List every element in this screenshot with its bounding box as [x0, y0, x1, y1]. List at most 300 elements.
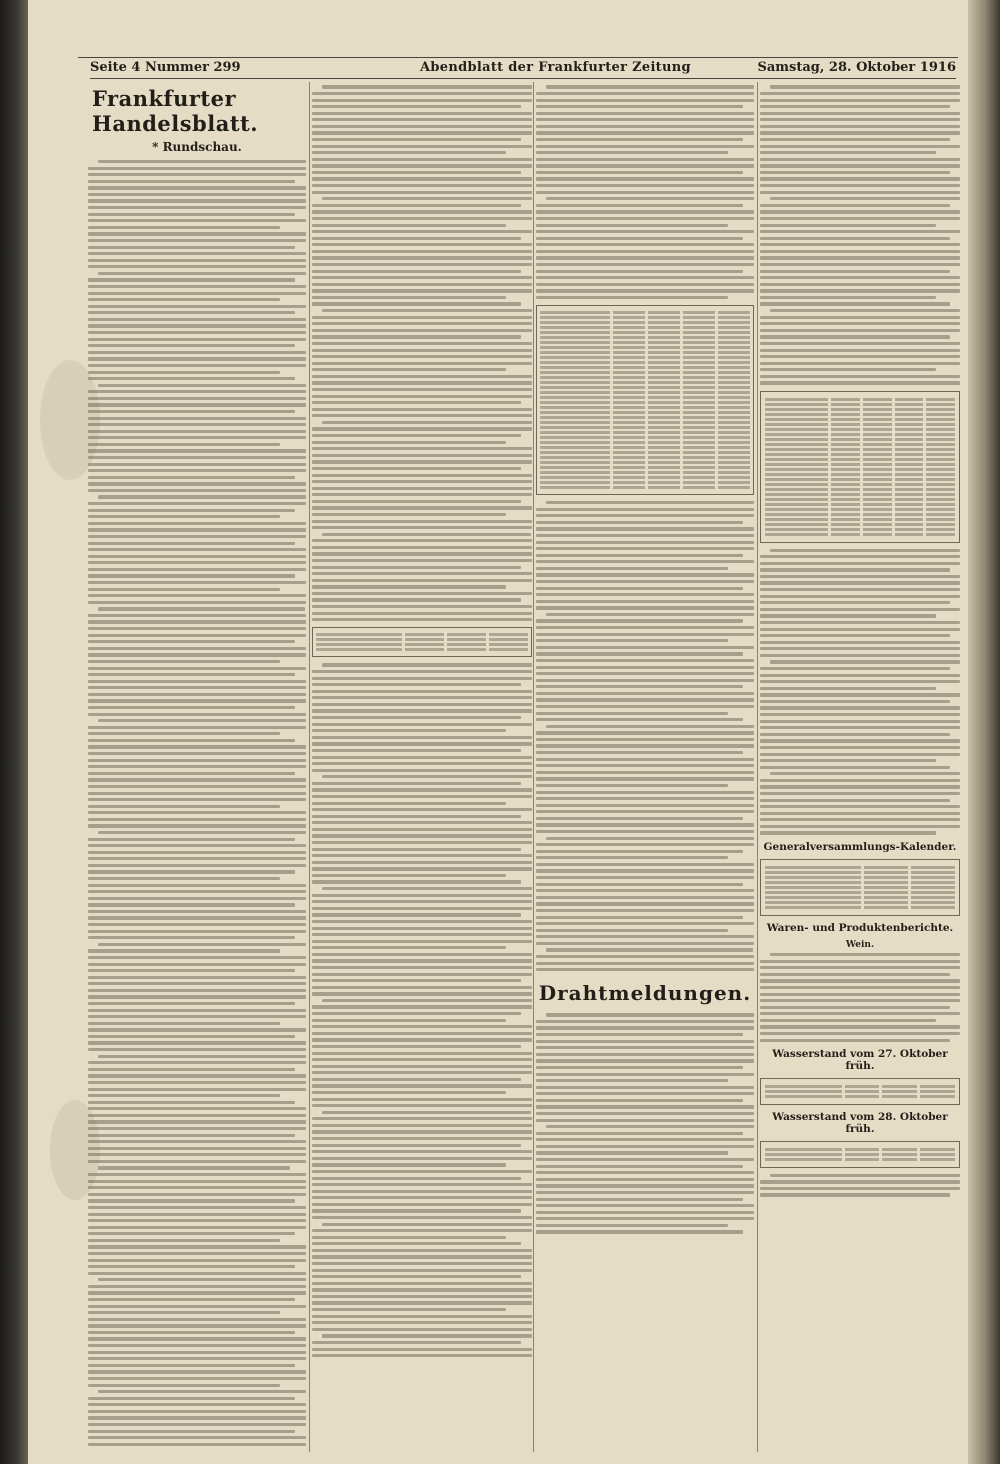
table-cell	[926, 408, 955, 411]
text-line	[88, 1311, 280, 1314]
paper-stain	[50, 1100, 100, 1200]
table-row	[765, 403, 955, 406]
text-line	[312, 716, 521, 719]
text-line	[88, 423, 306, 426]
table-row	[765, 896, 955, 899]
text-line	[760, 381, 960, 384]
table-row	[540, 406, 750, 409]
text-line	[312, 612, 532, 615]
text-line	[760, 250, 960, 253]
table-cell	[718, 441, 750, 444]
text-line	[536, 138, 743, 141]
text-line	[88, 1068, 295, 1071]
text-line	[312, 953, 532, 956]
table-cell	[540, 376, 610, 379]
text-line	[312, 598, 521, 601]
text-line	[88, 1074, 306, 1077]
text-line	[88, 1285, 306, 1288]
table-cell	[540, 486, 610, 489]
text-line	[312, 250, 532, 253]
text-line	[312, 349, 532, 352]
table-row	[765, 886, 955, 889]
text-line	[760, 693, 960, 696]
text-line	[312, 1341, 521, 1344]
text-line	[760, 700, 950, 703]
text-line	[760, 368, 936, 371]
text-line	[88, 193, 306, 196]
text-line	[312, 966, 532, 969]
text-line	[88, 805, 280, 808]
table-cell	[911, 901, 955, 904]
text-line	[312, 177, 532, 180]
text-line	[312, 795, 532, 798]
text-line	[88, 1206, 306, 1209]
table-cell	[718, 461, 750, 464]
table-cell	[911, 891, 955, 894]
table-cell	[863, 498, 892, 501]
table-cell	[926, 453, 955, 456]
table-row	[765, 463, 955, 466]
text-line	[88, 1291, 306, 1294]
table-cell	[613, 371, 645, 374]
text-line	[312, 973, 532, 976]
table-cell	[895, 528, 924, 531]
text-line	[760, 1193, 950, 1196]
text-line	[88, 318, 306, 321]
table-cell	[831, 423, 860, 426]
table-cell	[718, 381, 750, 384]
text-line	[88, 522, 306, 525]
text-line	[760, 92, 960, 95]
text-line	[760, 112, 960, 115]
text-line	[312, 1032, 532, 1035]
table-row	[540, 431, 750, 434]
text-line	[760, 628, 960, 631]
text-line	[536, 1053, 754, 1056]
article-text-block	[536, 85, 754, 299]
text-line	[760, 555, 960, 558]
text-line	[536, 935, 754, 938]
table-cell	[683, 336, 715, 339]
table-cell	[765, 1148, 842, 1151]
table-cell	[765, 398, 828, 401]
table-cell	[613, 431, 645, 434]
text-line	[312, 1098, 532, 1101]
table-grid	[765, 866, 955, 909]
text-line	[760, 733, 950, 736]
text-line	[88, 430, 306, 433]
table-row	[765, 443, 955, 446]
text-line	[536, 554, 743, 557]
text-line	[88, 1140, 306, 1143]
table-cell	[613, 411, 645, 414]
text-line	[88, 186, 306, 189]
text-line	[88, 259, 306, 262]
table-cell	[648, 441, 680, 444]
table-cell	[718, 366, 750, 369]
table-cell	[540, 391, 610, 394]
table-cell	[613, 321, 645, 324]
article-text-block	[312, 663, 532, 1357]
table-cell	[831, 473, 860, 476]
text-line	[88, 949, 280, 952]
table-cell	[718, 406, 750, 409]
text-line	[760, 171, 950, 174]
column-3	[536, 82, 754, 1237]
table-cell	[613, 381, 645, 384]
table-cell	[648, 421, 680, 424]
table-cell	[683, 471, 715, 474]
table-cell	[882, 1153, 917, 1156]
text-line	[536, 791, 754, 794]
text-line	[88, 1041, 306, 1044]
table-cell	[540, 396, 610, 399]
text-line	[88, 989, 306, 992]
text-line	[760, 825, 960, 828]
text-line	[536, 606, 754, 609]
text-line	[312, 296, 506, 299]
text-line	[312, 703, 532, 706]
article-text-block	[760, 85, 960, 384]
table-cell	[831, 498, 860, 501]
table-row	[540, 361, 750, 364]
text-line	[88, 1134, 295, 1137]
text-line	[88, 851, 306, 854]
text-line	[760, 283, 960, 286]
table-cell	[648, 461, 680, 464]
table-cell	[447, 648, 486, 651]
table-cell	[765, 418, 828, 421]
table-cell	[613, 316, 645, 319]
table-cell	[540, 366, 610, 369]
table-row	[765, 478, 955, 481]
table-cell	[718, 401, 750, 404]
table-cell	[845, 1158, 880, 1161]
text-line	[88, 1357, 306, 1360]
table-cell	[765, 906, 861, 909]
text-line	[536, 646, 754, 649]
text-line	[312, 729, 506, 732]
table-cell	[540, 326, 610, 329]
text-line	[312, 474, 532, 477]
table-cell	[911, 881, 955, 884]
text-line	[536, 856, 728, 859]
table-cell	[683, 366, 715, 369]
table-cell	[926, 523, 955, 526]
table-cell	[864, 871, 908, 874]
table-cell	[920, 1090, 955, 1093]
text-line	[312, 256, 532, 259]
table-row	[540, 326, 750, 329]
text-line	[760, 138, 950, 141]
table-cell	[613, 456, 645, 459]
table-cell	[920, 1148, 955, 1151]
text-line	[312, 880, 521, 883]
text-line	[536, 889, 754, 892]
text-line	[760, 158, 960, 161]
text-line	[770, 197, 960, 200]
table-cell	[920, 1095, 955, 1098]
table-cell	[613, 341, 645, 344]
text-line	[770, 953, 960, 956]
column-divider	[533, 82, 534, 1452]
table-cell	[845, 1095, 880, 1098]
table-grid	[540, 311, 750, 489]
text-line	[536, 1217, 754, 1220]
table-row	[765, 891, 955, 894]
table-cell	[540, 361, 610, 364]
table-cell	[926, 433, 955, 436]
table-row	[540, 346, 750, 349]
text-line	[312, 696, 532, 699]
table-cell	[926, 483, 955, 486]
table-cell	[765, 881, 861, 884]
text-line	[536, 243, 754, 246]
text-line	[88, 1147, 306, 1150]
table-cell	[882, 1148, 917, 1151]
text-line	[88, 1410, 306, 1413]
text-line	[760, 720, 960, 723]
text-line	[546, 1125, 754, 1128]
text-line	[536, 1033, 743, 1036]
text-line	[312, 539, 532, 542]
text-line	[88, 1101, 295, 1104]
text-line	[312, 263, 532, 266]
text-line	[312, 946, 506, 949]
text-line	[536, 593, 754, 596]
text-line	[312, 513, 506, 516]
text-line	[760, 641, 960, 644]
text-line	[760, 1180, 960, 1183]
table-cell	[765, 458, 828, 461]
table-cell	[926, 463, 955, 466]
text-line	[312, 368, 506, 371]
article-text-block	[312, 85, 532, 621]
table-cell	[405, 643, 444, 646]
table-cell	[895, 523, 924, 526]
text-line	[536, 508, 754, 511]
table-cell	[540, 411, 610, 414]
text-line	[760, 224, 936, 227]
text-line	[312, 460, 532, 463]
text-line	[312, 742, 532, 745]
text-line	[546, 501, 754, 504]
table-row	[540, 391, 750, 394]
table-cell	[718, 426, 750, 429]
table-cell	[911, 906, 955, 909]
text-line	[546, 837, 754, 840]
text-line	[760, 191, 960, 194]
table-row	[765, 528, 955, 531]
table-cell	[648, 361, 680, 364]
text-line	[312, 927, 532, 930]
table-cell	[831, 528, 860, 531]
table-cell	[648, 326, 680, 329]
text-line	[312, 1288, 532, 1291]
text-line	[312, 821, 532, 824]
text-line	[536, 1151, 728, 1154]
text-line	[88, 1107, 306, 1110]
text-line	[88, 1252, 306, 1255]
text-line	[312, 1229, 532, 1232]
table-cell	[926, 528, 955, 531]
text-line	[88, 1173, 306, 1176]
text-line	[88, 699, 306, 702]
table-cell	[540, 441, 610, 444]
text-line	[88, 213, 295, 216]
text-line	[536, 1198, 743, 1201]
text-line	[536, 131, 754, 134]
table-cell	[540, 346, 610, 349]
text-line	[88, 897, 306, 900]
text-line	[88, 239, 306, 242]
table-cell	[765, 453, 828, 456]
text-line	[88, 285, 306, 288]
text-line	[760, 799, 950, 802]
text-line	[536, 105, 743, 108]
table-cell	[648, 406, 680, 409]
text-line	[88, 311, 295, 314]
table-row	[765, 458, 955, 461]
text-line	[88, 969, 295, 972]
text-line	[312, 500, 521, 503]
text-line	[312, 848, 521, 851]
text-line	[312, 828, 532, 831]
text-line	[536, 1073, 754, 1076]
text-line	[760, 667, 950, 670]
table-row	[316, 648, 528, 651]
paper-stain	[40, 360, 100, 480]
text-line	[312, 808, 532, 811]
text-line	[760, 759, 936, 762]
text-line	[536, 547, 754, 550]
table-cell	[765, 901, 861, 904]
table-row	[765, 906, 955, 909]
table-cell	[765, 468, 828, 471]
table-cell	[926, 418, 955, 421]
text-line	[312, 1078, 521, 1081]
text-line	[88, 963, 306, 966]
table-cell	[831, 458, 860, 461]
text-line	[536, 145, 754, 148]
table-cell	[863, 513, 892, 516]
table-row	[316, 633, 528, 636]
text-line	[312, 1255, 532, 1258]
text-line	[88, 844, 306, 847]
text-line	[88, 995, 306, 998]
table-cell	[683, 426, 715, 429]
text-line	[88, 726, 306, 729]
text-line	[88, 686, 306, 689]
harvest-table	[536, 305, 754, 495]
text-line	[88, 1081, 306, 1084]
table-grid	[765, 1148, 955, 1161]
table-cell	[489, 638, 528, 641]
text-line	[88, 1028, 306, 1031]
table-cell	[648, 346, 680, 349]
text-line	[760, 973, 950, 976]
table-cell	[895, 508, 924, 511]
table-cell	[683, 466, 715, 469]
table-cell	[831, 478, 860, 481]
text-line	[760, 164, 960, 167]
text-line	[312, 1269, 532, 1272]
text-line	[312, 1025, 532, 1028]
table-cell	[613, 391, 645, 394]
table-row	[540, 476, 750, 479]
table-cell	[926, 498, 955, 501]
table-cell	[718, 371, 750, 374]
table-cell	[765, 448, 828, 451]
text-line	[88, 667, 306, 670]
text-line	[88, 647, 306, 650]
table-row	[765, 423, 955, 426]
table-cell	[831, 418, 860, 421]
text-line	[760, 1006, 950, 1009]
text-line	[312, 1091, 506, 1094]
table-cell	[920, 1158, 955, 1161]
text-line	[312, 709, 532, 712]
text-line	[760, 766, 950, 769]
table-cell	[765, 1153, 842, 1156]
table-cell	[405, 648, 444, 651]
text-line	[312, 526, 532, 529]
text-line	[536, 626, 754, 629]
text-line	[760, 601, 950, 604]
text-line	[312, 224, 506, 227]
text-line	[312, 434, 521, 437]
text-line	[536, 217, 754, 220]
text-line	[88, 1245, 306, 1248]
table-cell	[613, 426, 645, 429]
text-line	[88, 765, 306, 768]
table-cell	[863, 418, 892, 421]
table-cell	[718, 446, 750, 449]
text-line	[312, 125, 532, 128]
text-line	[312, 99, 532, 102]
text-line	[760, 99, 960, 102]
table-cell	[540, 481, 610, 484]
table-cell	[831, 398, 860, 401]
text-line	[536, 817, 743, 820]
text-line	[536, 600, 754, 603]
table-cell	[895, 438, 924, 441]
text-line	[312, 381, 532, 384]
text-line	[88, 246, 295, 249]
table-row	[540, 481, 750, 484]
text-line	[322, 663, 532, 666]
text-line	[536, 916, 743, 919]
text-line	[312, 230, 532, 233]
text-line	[88, 1239, 280, 1242]
text-line	[536, 942, 754, 945]
text-line	[88, 298, 280, 301]
table-cell	[864, 886, 908, 889]
table-cell	[613, 326, 645, 329]
top-rule	[78, 57, 958, 58]
table-cell	[765, 423, 828, 426]
text-line	[312, 355, 532, 358]
gold-table	[312, 627, 532, 657]
table-row	[540, 371, 750, 374]
table-cell	[765, 1158, 842, 1161]
text-line	[312, 1354, 532, 1357]
text-line	[760, 713, 960, 716]
text-line	[88, 1193, 306, 1196]
table-cell	[683, 331, 715, 334]
text-line	[312, 1321, 532, 1324]
text-line	[312, 677, 532, 680]
